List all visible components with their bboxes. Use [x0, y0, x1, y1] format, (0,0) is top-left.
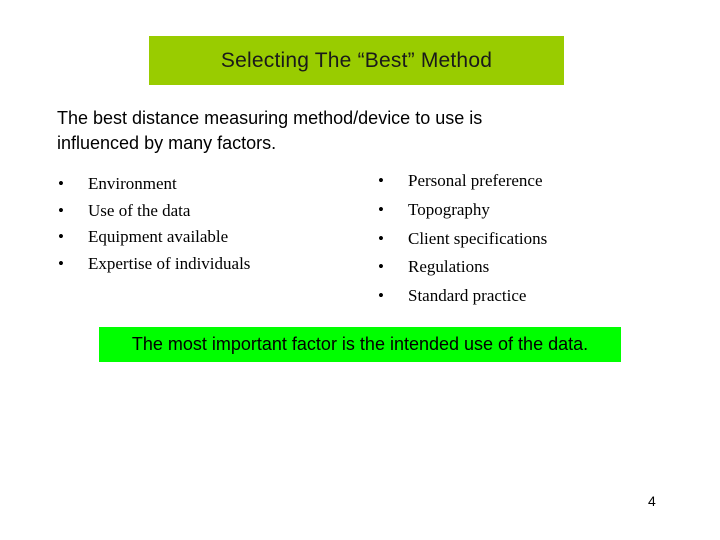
bullet-icon: •	[378, 286, 384, 306]
page-number: 4	[648, 493, 656, 509]
list-item	[378, 167, 547, 196]
list-item	[378, 196, 547, 225]
intro-line: influenced by many factors.	[57, 133, 277, 153]
factor-label: Personal preference	[408, 171, 543, 190]
list-item	[378, 282, 547, 311]
factor-label: Environment	[88, 174, 177, 193]
factor-list-right	[378, 167, 547, 311]
list-item	[58, 171, 250, 198]
factor-list-left	[58, 171, 250, 277]
list-item	[58, 224, 250, 251]
list-item	[58, 251, 250, 278]
key-takeaway-text: The most important factor is the intended use of the data.	[131, 334, 589, 354]
list-item	[378, 253, 547, 282]
factor-label: Regulations	[408, 257, 490, 277]
intro-line: The best distance measuring method/device to use is	[57, 108, 483, 128]
factor-label: Use of the data	[88, 200, 191, 220]
bullet-icon: •	[378, 228, 384, 248]
bullet-icon: •	[58, 253, 64, 273]
factor-label: Topography	[408, 199, 490, 219]
factor-label: Equipment available	[88, 227, 229, 246]
bullet-icon: •	[58, 227, 64, 246]
factor-label: Client specifications	[408, 228, 548, 248]
list-item	[58, 198, 250, 225]
bullet-icon: •	[378, 199, 384, 219]
factor-label: Expertise of individuals	[88, 253, 251, 273]
key-takeaway-banner	[99, 327, 621, 362]
bullet-icon: •	[378, 257, 384, 277]
slide-title-banner	[149, 36, 564, 85]
slide-title: Selecting The “Best” Method	[220, 48, 493, 72]
bullet-icon: •	[58, 174, 64, 193]
bullet-icon: •	[58, 200, 64, 220]
list-item	[378, 225, 547, 254]
intro-paragraph	[57, 106, 577, 156]
bullet-icon: •	[378, 171, 384, 190]
factor-label: Standard practice	[408, 286, 527, 306]
